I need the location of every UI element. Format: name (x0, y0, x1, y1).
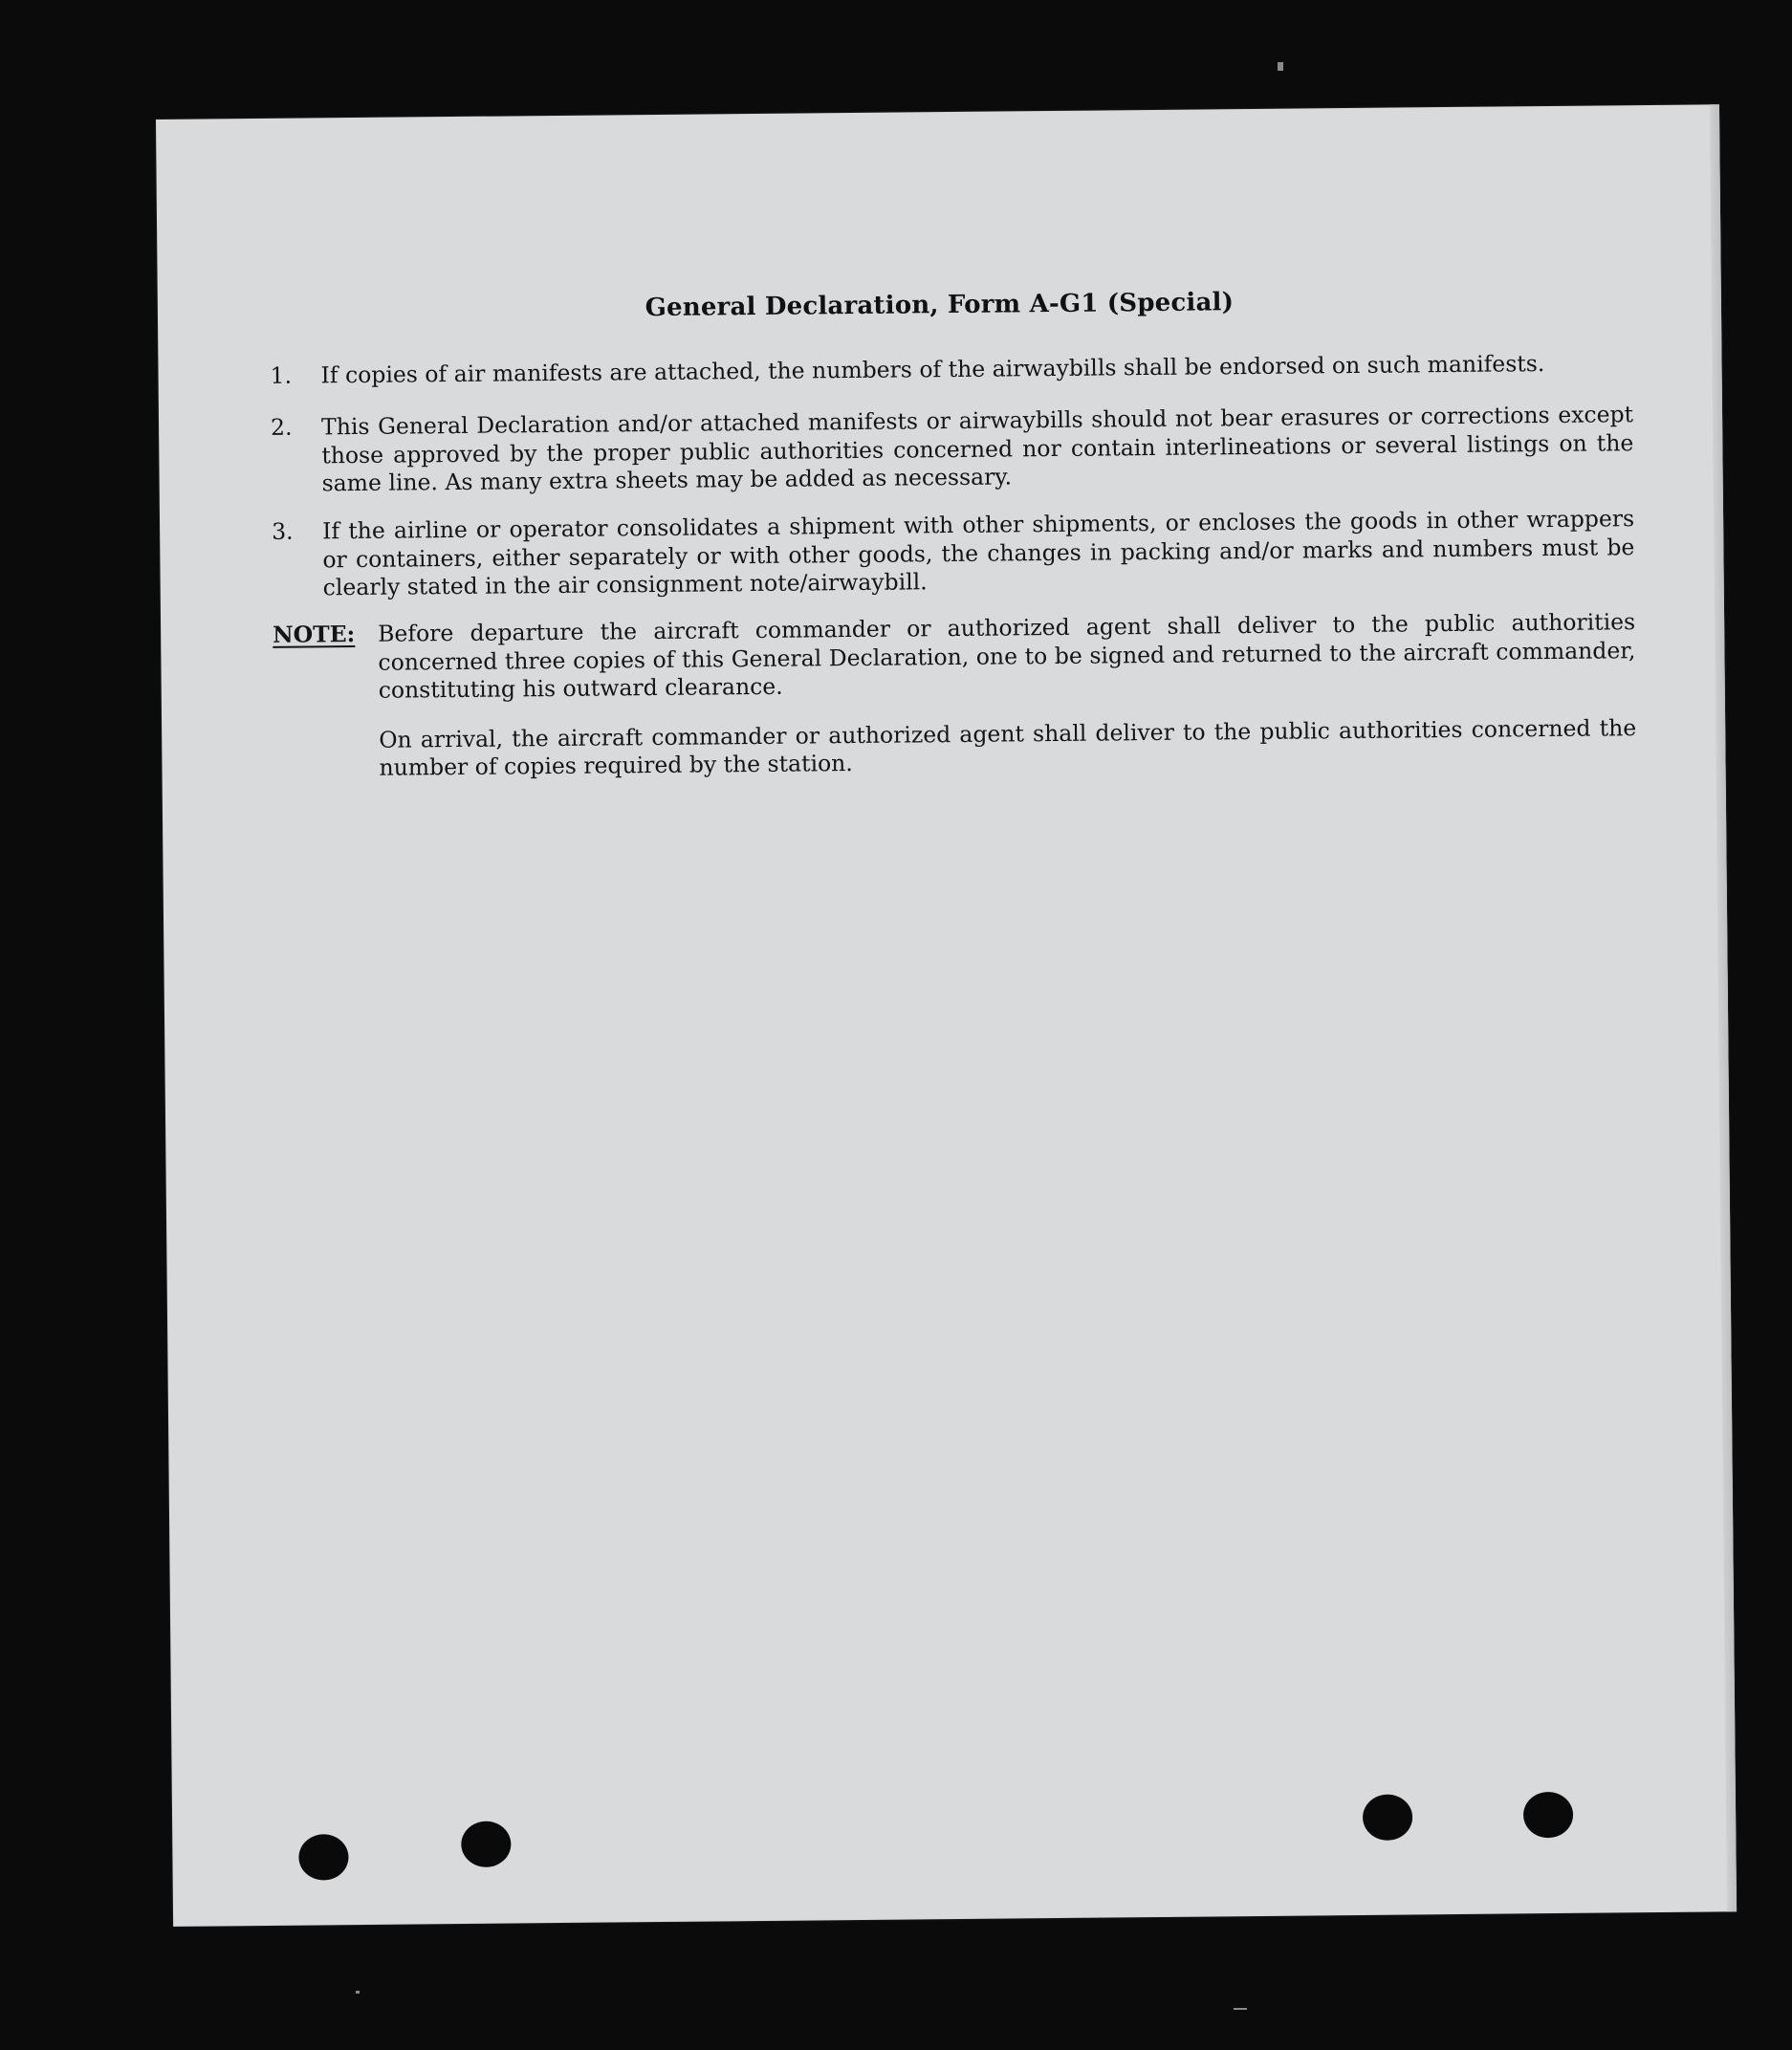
page-edge (1710, 104, 1737, 1911)
item-number: 2. (270, 413, 293, 441)
item-text: If the airline or operator consolidates a shipment with other shipments, or encloses the goods in other wrappers or containers, either separately or with other goods, the changes in packing and/or marks and numbers must be clearly stated in the air consignment note/airwaybill. (322, 505, 1635, 601)
dust-speck (1234, 2008, 1247, 2010)
instruction-item-3 (272, 505, 1635, 602)
punch-hole (1363, 1794, 1412, 1840)
instruction-item-1 (270, 349, 1632, 390)
punch-hole (298, 1834, 348, 1880)
document-title: General Declaration, Form A-G1 (Special) (645, 288, 1235, 323)
dust-speck (1278, 62, 1283, 71)
item-text: If copies of air manifests are attached, the numbers of the airwaybills shall be endorsed on such manifests. (320, 350, 1545, 389)
note-label: NOTE: (273, 621, 356, 648)
item-number: 3. (272, 517, 294, 545)
note-paragraph-2: On arrival, the aircraft commander or authorized agent shall deliver to the public authorities concerned the number of copies required by the station. (379, 713, 1637, 781)
item-text: This General Declaration and/or attached manifests or airwaybills should not bear erasures or corrections except those approved by the proper public authorities concerned nor contain interlineations or several listings on the same line. As many extra sheets may be added as necessary. (320, 401, 1634, 497)
item-number: 1. (270, 361, 293, 389)
punch-hole (461, 1821, 511, 1867)
instruction-item-2 (271, 401, 1634, 498)
note-block (273, 608, 1637, 783)
punch-hole (1523, 1792, 1573, 1838)
note-paragraph-1: Before departure the aircraft commander or authorized agent shall deliver to the public authorities concerned three copies of this General Declaration, one to be signed and returned to the aircraft commander, constituting his outward clearance. (378, 608, 1636, 704)
document-page (156, 104, 1737, 1927)
dust-speck (356, 1991, 360, 1994)
